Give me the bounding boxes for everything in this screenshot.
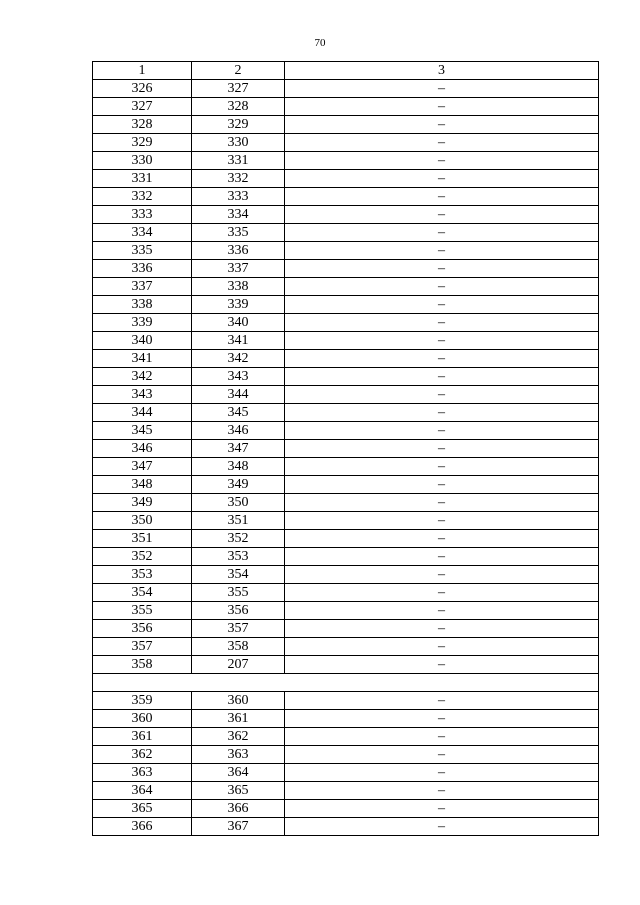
- table-cell-col-2: 356: [192, 602, 285, 620]
- table-cell-col-2: 362: [192, 728, 285, 746]
- table-cell-col-2: 354: [192, 566, 285, 584]
- table-cell-col-2: 329: [192, 116, 285, 134]
- table-row: [93, 494, 599, 512]
- table-cell-col-1: 333: [93, 206, 192, 224]
- table-cell-col-3: –: [285, 512, 599, 530]
- table-cell-col-1: 349: [93, 494, 192, 512]
- table-cell-col-2: 358: [192, 638, 285, 656]
- table-cell-col-1: 361: [93, 728, 192, 746]
- table-cell-col-2: 342: [192, 350, 285, 368]
- table-cell-col-1: 365: [93, 800, 192, 818]
- table-cell-col-3: –: [285, 692, 599, 710]
- table-cell-col-1: 335: [93, 242, 192, 260]
- table-cell-col-1: 364: [93, 782, 192, 800]
- table-cell-col-1: 359: [93, 692, 192, 710]
- table-cell-col-1: 355: [93, 602, 192, 620]
- table-cell-col-2: 345: [192, 404, 285, 422]
- table-cell-col-1: 330: [93, 152, 192, 170]
- table-cell-col-2: 334: [192, 206, 285, 224]
- table-cell-col-1: 360: [93, 710, 192, 728]
- table-cell-col-3: –: [285, 818, 599, 836]
- table-cell-col-3: –: [285, 548, 599, 566]
- table-cell-col-1: 328: [93, 116, 192, 134]
- table-cell-col-1: 362: [93, 746, 192, 764]
- table-row: [93, 746, 599, 764]
- table-cell-col-3: –: [285, 386, 599, 404]
- table-row: [93, 278, 599, 296]
- table-row: [93, 566, 599, 584]
- table-cell-col-2: 363: [192, 746, 285, 764]
- table-cell-col-2: 352: [192, 530, 285, 548]
- table-cell-col-3: –: [285, 494, 599, 512]
- table-cell-col-3: –: [285, 530, 599, 548]
- table-cell-col-1: 354: [93, 584, 192, 602]
- table-cell-col-3: –: [285, 584, 599, 602]
- table-cell-col-3: –: [285, 206, 599, 224]
- table-row: [93, 656, 599, 674]
- table-cell-col-1: 352: [93, 548, 192, 566]
- table-cell-col-1: 337: [93, 278, 192, 296]
- table-row: [93, 368, 599, 386]
- table-row: [93, 638, 599, 656]
- table-cell-col-1: 326: [93, 80, 192, 98]
- table-cell-col-3: –: [285, 782, 599, 800]
- table-cell-col-1: 329: [93, 134, 192, 152]
- table-header-row: [93, 62, 599, 80]
- table-cell-col-2: 355: [192, 584, 285, 602]
- table-cell-col-2: 328: [192, 98, 285, 116]
- table-row: [93, 710, 599, 728]
- table-cell-col-2: 330: [192, 134, 285, 152]
- table-cell-col-3: –: [285, 242, 599, 260]
- table-row: [93, 206, 599, 224]
- table-cell-col-1: 339: [93, 314, 192, 332]
- table-cell-col-3: –: [285, 332, 599, 350]
- table-cell-col-2: 346: [192, 422, 285, 440]
- header-cell-1: 1: [93, 62, 192, 80]
- data-table: [92, 61, 599, 836]
- table-cell-col-3: –: [285, 404, 599, 422]
- table-cell-col-3: –: [285, 566, 599, 584]
- table-section-gap-row: [93, 674, 599, 692]
- table-row: [93, 476, 599, 494]
- table-cell-col-1: 345: [93, 422, 192, 440]
- table-cell-col-3: –: [285, 458, 599, 476]
- table-cell-col-1: 350: [93, 512, 192, 530]
- table-cell-col-1: 348: [93, 476, 192, 494]
- table-cell-col-1: 342: [93, 368, 192, 386]
- table-cell-col-1: 366: [93, 818, 192, 836]
- table-cell-col-2: 360: [192, 692, 285, 710]
- table-cell-col-1: 338: [93, 296, 192, 314]
- table-cell-col-1: 341: [93, 350, 192, 368]
- table-row: [93, 620, 599, 638]
- table-row: [93, 314, 599, 332]
- table-row: [93, 116, 599, 134]
- table-row: [93, 692, 599, 710]
- table-cell-col-1: 343: [93, 386, 192, 404]
- table-cell-col-2: 207: [192, 656, 285, 674]
- table-cell-col-1: 334: [93, 224, 192, 242]
- table-cell-col-3: –: [285, 620, 599, 638]
- table-cell-col-3: –: [285, 188, 599, 206]
- table-cell-col-3: –: [285, 98, 599, 116]
- header-cell-2: 2: [192, 62, 285, 80]
- table-row: [93, 80, 599, 98]
- table-cell-col-3: –: [285, 134, 599, 152]
- table-cell-col-3: –: [285, 800, 599, 818]
- table-cell-col-3: –: [285, 368, 599, 386]
- table-cell-col-3: –: [285, 296, 599, 314]
- table-section-gap-cell: [93, 674, 599, 692]
- table-cell-col-3: –: [285, 224, 599, 242]
- table-cell-col-1: 357: [93, 638, 192, 656]
- page-number: 70: [314, 37, 326, 49]
- table-cell-col-2: 341: [192, 332, 285, 350]
- table-cell-col-2: 367: [192, 818, 285, 836]
- table-row: [93, 728, 599, 746]
- table-cell-col-2: 347: [192, 440, 285, 458]
- table-cell-col-1: 327: [93, 98, 192, 116]
- table-cell-col-1: 351: [93, 530, 192, 548]
- table-cell-col-1: 358: [93, 656, 192, 674]
- table-row: [93, 386, 599, 404]
- table-row: [93, 134, 599, 152]
- table-cell-col-2: 350: [192, 494, 285, 512]
- table-row: [93, 242, 599, 260]
- table-cell-col-1: 340: [93, 332, 192, 350]
- table-cell-col-1: 346: [93, 440, 192, 458]
- table-cell-col-3: –: [285, 764, 599, 782]
- table-row: [93, 458, 599, 476]
- header-cell-3: 3: [285, 62, 599, 80]
- table-row: [93, 548, 599, 566]
- table-cell-col-2: 361: [192, 710, 285, 728]
- table-cell-col-3: –: [285, 746, 599, 764]
- table-row: [93, 584, 599, 602]
- table-cell-col-1: 363: [93, 764, 192, 782]
- table-cell-col-2: 335: [192, 224, 285, 242]
- table-cell-col-2: 353: [192, 548, 285, 566]
- table-cell-col-1: 356: [93, 620, 192, 638]
- table-cell-col-2: 327: [192, 80, 285, 98]
- table-row: [93, 818, 599, 836]
- table-row: [93, 98, 599, 116]
- table-row: [93, 188, 599, 206]
- table-cell-col-2: 336: [192, 242, 285, 260]
- table-row: [93, 170, 599, 188]
- table-cell-col-3: –: [285, 422, 599, 440]
- table-row: [93, 782, 599, 800]
- table-cell-col-2: 348: [192, 458, 285, 476]
- table-cell-col-3: –: [285, 476, 599, 494]
- table-cell-col-1: 332: [93, 188, 192, 206]
- table-cell-col-1: 347: [93, 458, 192, 476]
- table-row: [93, 224, 599, 242]
- table-cell-col-1: 344: [93, 404, 192, 422]
- table-row: [93, 260, 599, 278]
- table-cell-col-3: –: [285, 656, 599, 674]
- table-cell-col-3: –: [285, 116, 599, 134]
- table-cell-col-2: 333: [192, 188, 285, 206]
- table-cell-col-3: –: [285, 440, 599, 458]
- table-cell-col-2: 349: [192, 476, 285, 494]
- table-cell-col-3: –: [285, 80, 599, 98]
- table-cell-col-2: 332: [192, 170, 285, 188]
- table-cell-col-1: 353: [93, 566, 192, 584]
- table-cell-col-3: –: [285, 710, 599, 728]
- table-cell-col-3: –: [285, 152, 599, 170]
- table-cell-col-2: 364: [192, 764, 285, 782]
- table-cell-col-3: –: [285, 278, 599, 296]
- table-cell-col-2: 365: [192, 782, 285, 800]
- table-row: [93, 512, 599, 530]
- table-row: [93, 800, 599, 818]
- table-cell-col-3: –: [285, 602, 599, 620]
- table-cell-col-2: 339: [192, 296, 285, 314]
- table-cell-col-2: 357: [192, 620, 285, 638]
- table-cell-col-3: –: [285, 170, 599, 188]
- table-cell-col-2: 351: [192, 512, 285, 530]
- table-cell-col-3: –: [285, 350, 599, 368]
- table-cell-col-3: –: [285, 260, 599, 278]
- table-cell-col-2: 337: [192, 260, 285, 278]
- table-row: [93, 440, 599, 458]
- table-row: [93, 332, 599, 350]
- table-cell-col-2: 344: [192, 386, 285, 404]
- table-row: [93, 602, 599, 620]
- table-cell-col-3: –: [285, 314, 599, 332]
- table-cell-col-2: 340: [192, 314, 285, 332]
- table-row: [93, 404, 599, 422]
- table-cell-col-1: 331: [93, 170, 192, 188]
- table-cell-col-3: –: [285, 728, 599, 746]
- table-cell-col-2: 343: [192, 368, 285, 386]
- table-row: [93, 350, 599, 368]
- table-cell-col-2: 331: [192, 152, 285, 170]
- table-row: [93, 764, 599, 782]
- table-cell-col-2: 338: [192, 278, 285, 296]
- table-cell-col-2: 366: [192, 800, 285, 818]
- table-row: [93, 296, 599, 314]
- table-cell-col-1: 336: [93, 260, 192, 278]
- table-row: [93, 152, 599, 170]
- table-row: [93, 422, 599, 440]
- table-cell-col-3: –: [285, 638, 599, 656]
- table-row: [93, 530, 599, 548]
